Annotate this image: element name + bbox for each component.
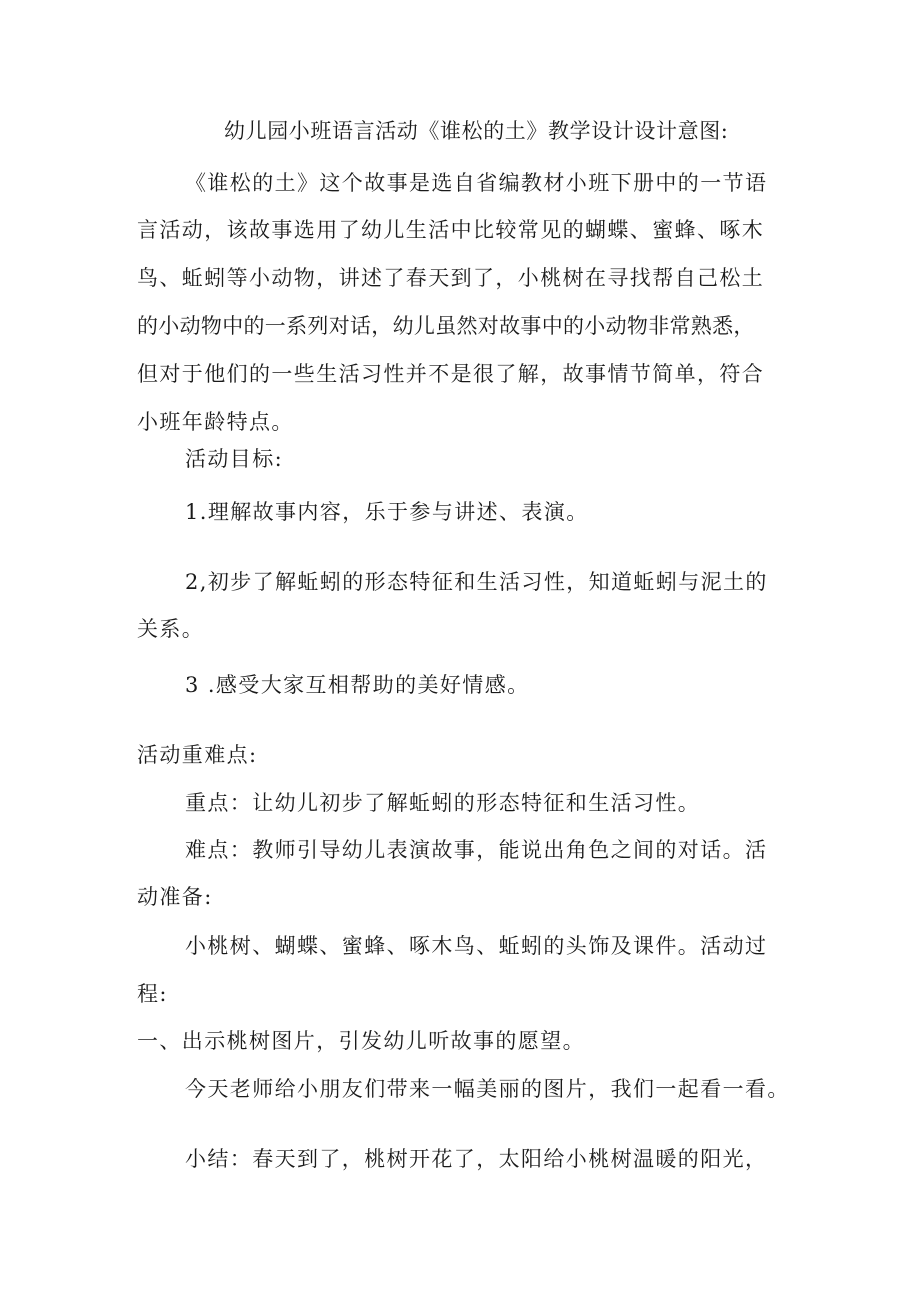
intro-line: 《谁松的土》这个故事是选自省编教材小班下册中的一节语 xyxy=(185,171,768,195)
goal-item: 2,初步了解蚯蚓的形态特征和生活习性，知道蚯蚓与泥土的 xyxy=(185,570,768,594)
intro-line: 鸟、蚯蚓等小动物，讲述了春天到了，小桃树在寻找帮自己松土 xyxy=(137,266,765,290)
summary-line: 小结：春天到了，桃树开花了，太阳给小桃树温暖的阳光， xyxy=(185,1147,768,1171)
materials-line: 程: xyxy=(137,982,168,1006)
intro-line: 的小动物中的一系列对话，幼儿虽然对故事中的小动物非常熟悉， xyxy=(137,314,755,338)
goals-heading: 活动目标: xyxy=(185,447,284,471)
difficulty-line: 动准备: xyxy=(137,885,213,909)
materials-line: 小桃树、蝴蝶、蜜蜂、啄木鸟、蚯蚓的头饰及课件。活动过 xyxy=(185,934,768,958)
step-heading: 一、出示桃树图片，引发幼儿听故事的愿望。 xyxy=(137,1029,585,1053)
difficulty-line: 难点：教师引导幼儿表演故事，能说出角色之间的对话。活 xyxy=(185,838,768,862)
intro-line: 但对于他们的一些生活习性并不是很了解，故事情节简单，符合 xyxy=(137,362,765,386)
intro-line: 言活动，该故事选用了幼儿生活中比较常见的蝴蝶、蜜蜂、啄木 xyxy=(137,218,765,242)
goal-item: 3 .感受大家互相帮助的美好情感。 xyxy=(185,673,530,697)
key-heading: 活动重难点: xyxy=(137,743,258,767)
intro-line: 小班年龄特点。 xyxy=(137,410,294,434)
key-point: 重点：让幼儿初步了解蚯蚓的形态特征和生活习性。 xyxy=(185,791,701,815)
goal-item: 1.理解故事内容，乐于参与讲述、表演。 xyxy=(185,500,589,524)
step-text: 今天老师给小朋友们带来一幅美丽的图片，我们一起看一看。 xyxy=(185,1077,790,1101)
goal-item-continuation: 关系。 xyxy=(137,617,205,641)
document-title: 幼儿园小班语言活动《谁松的土》教学设计设计意图: xyxy=(224,119,729,143)
